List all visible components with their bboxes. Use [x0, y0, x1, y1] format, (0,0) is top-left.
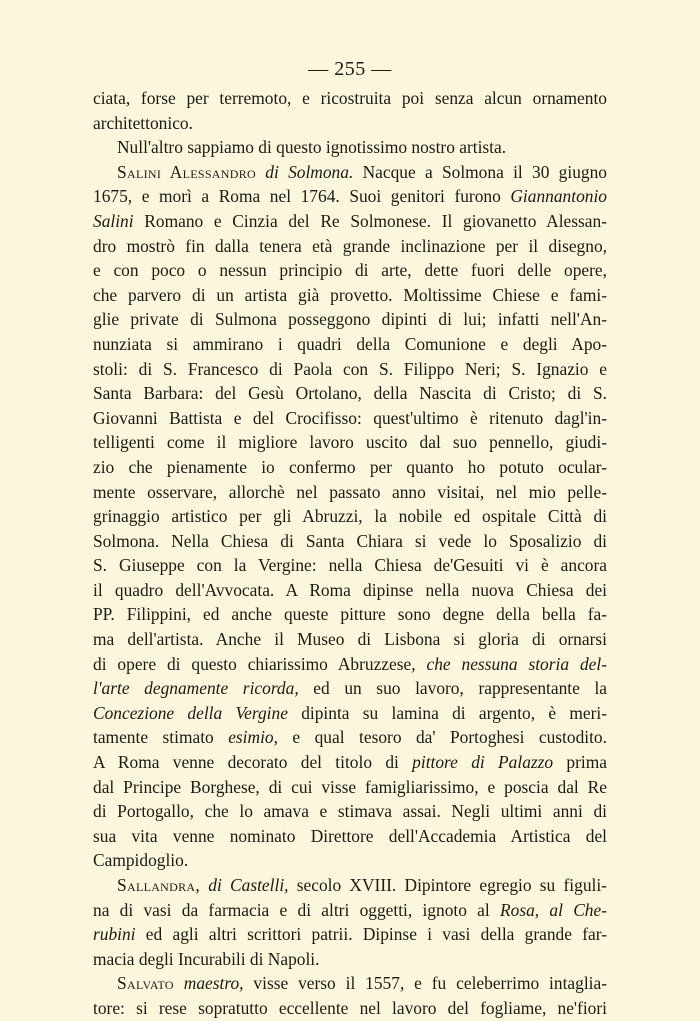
text-line [93, 86, 607, 111]
text-line [93, 652, 607, 677]
text-line [93, 357, 607, 382]
text-segment: dro mostrò fin dalla tenera età grande inclinazione per il disegno, [93, 235, 607, 256]
text-segment: dipinta su lamina di argento, è meri- [287, 702, 607, 723]
text-segment: il quadro dell'Avvocata. A Roma dipinse nella nuova Chiesa dei [93, 579, 607, 600]
text-line [93, 504, 607, 529]
text-segment: S. Giuseppe con la Vergine: nella Chiesa de'Gesuiti vi è ancora [93, 555, 607, 576]
text-line [93, 406, 607, 431]
text-line [93, 627, 607, 652]
text-segment: tore: si rese sopratutto eccellente nel lavoro del fogliame, ne'fiori [93, 997, 607, 1018]
text-segment: na di vasi da farmacia e di altri oggetti, ignoto al [93, 899, 501, 920]
text-segment: prima [553, 752, 607, 773]
text-line [93, 602, 607, 627]
italic-text: di Solmona. [265, 161, 354, 182]
text-segment: e con poco o nessun principio di arte, dette fuori delle opere, [93, 260, 607, 281]
text-line [93, 873, 607, 898]
entry-name: Sallandra, [117, 875, 201, 895]
text-segment: Null'altro sappiamo di questo ignotissimo nostro artista. [117, 137, 507, 158]
italic-text: Salini [93, 210, 134, 231]
text-segment: , e qual tesoro da' Portoghesi custodito. [273, 727, 607, 748]
text-line [93, 283, 607, 308]
text-segment: ma dell'artista. Anche il Museo di Lisbona si gloria di ornarsi [93, 629, 607, 650]
text-line [93, 775, 607, 800]
text-segment: architettonico. [93, 112, 193, 133]
text-line [93, 848, 607, 873]
text-line [93, 184, 607, 209]
text-line [93, 553, 607, 578]
text-line [93, 258, 607, 283]
text-line [93, 234, 607, 259]
text-line [93, 430, 607, 455]
italic-text: pittore di Palazzo [412, 752, 554, 773]
text-segment: tamente stimato [93, 727, 229, 748]
italic-text: che nessuna storia del- [426, 653, 607, 674]
text-segment: Santa Barbara: del Gesù Ortolano, della Nascita di Cristo; di S. [93, 383, 607, 404]
entry-name: Salini Alessandro [117, 161, 256, 182]
text-line [93, 676, 607, 701]
text-line [93, 480, 607, 505]
text-segment: secolo XVIII. Dipintore egregio su figuli- [288, 875, 607, 895]
text-line [93, 996, 607, 1021]
text-line [93, 135, 607, 160]
text-segment: A Roma venne decorato del titolo di [93, 752, 413, 773]
text-segment: ciata, forse per terremoto, e ricostruita poi senza alcun ornamento [93, 88, 607, 108]
text-segment: glie private di Sulmona posseggono dipinti di lui; infatti nell'An- [93, 309, 607, 330]
text-segment: PP. Filippini, ed anche queste pitture sono degne della bella fa- [93, 604, 607, 625]
text-line [93, 701, 607, 726]
text-segment: nunziata si ammirano i quadri della Comunione e degli Apo- [93, 333, 607, 354]
text-line [93, 750, 607, 775]
text-segment [174, 973, 184, 993]
text-segment: Solmona. Nella Chiesa di Santa Chiara si vede lo Sposalizio di [93, 530, 607, 551]
text-line [93, 111, 607, 136]
text-line [93, 578, 607, 603]
text-segment: macia degli Incurabili di Napoli. [93, 948, 320, 969]
text-segment: Romano e Cinzia del Re Solmonese. Il giovanetto Alessan- [133, 210, 607, 231]
text-segment: zio che pienamente io confermo per quanto ho potuto ocular- [93, 456, 607, 477]
text-segment: ed un suo lavoro, rappresentante la [298, 678, 607, 699]
italic-text: maestro, [183, 973, 244, 994]
text-line [93, 725, 607, 750]
text-line [93, 971, 607, 996]
body-text [93, 86, 607, 1021]
text-segment: di Portogallo, che lo amava e stimava assai. Negli ultimi anni di [93, 801, 607, 822]
text-segment: telligenti come il migliore lavoro uscito dal suo pennello, giudi- [93, 432, 607, 453]
text-line [93, 209, 607, 234]
italic-text: rubini [93, 924, 136, 945]
italic-text: l'arte degnamente ricorda, [93, 678, 299, 699]
italic-text: Rosa, al Che- [500, 899, 608, 920]
text-segment: di opere di questo chiarissimo Abruzzese, [93, 653, 427, 674]
text-segment: visse verso il 1557, e fu celeberrimo intaglia- [243, 973, 607, 994]
text-segment: dal Principe Borghese, di cui visse famigliarissimo, e poscia dal Re [93, 776, 607, 797]
page-number: — 255 — [308, 58, 392, 80]
text-line [93, 381, 607, 406]
text-line [93, 529, 607, 554]
text-segment: ed agli altri scrittori patrii. Dipinse i vasi della grande far- [135, 924, 607, 945]
text-line [93, 824, 607, 849]
text-line [93, 947, 607, 972]
text-segment: mente osservare, allorchè nel passato anno visitai, nel mio pelle- [93, 481, 607, 502]
text-line [93, 799, 607, 824]
entry-name: Salvato [117, 973, 174, 994]
italic-text: Concezione della Vergine [93, 702, 288, 723]
text-line [93, 922, 607, 947]
italic-text: esimio [228, 727, 274, 748]
text-line [93, 455, 607, 480]
text-segment: grinaggio artistico per gli Abruzzi, la nobile ed ospitale Città di [93, 506, 607, 527]
text-line [93, 898, 607, 923]
text-line [93, 332, 607, 357]
text-segment: stoli: di S. Francesco di Paola con S. Filippo Neri; S. Ignazio e [93, 358, 607, 379]
text-segment: 1675, e morì a Roma nel 1764. Suoi genitori furono [93, 186, 511, 207]
text-segment: che parvero di un artista già provetto. Moltissime Chiese e fami- [93, 284, 607, 305]
text-line [93, 307, 607, 332]
text-segment [256, 162, 265, 182]
text-segment: Giovanni Battista e del Crocifisso: quest'ultimo è ritenuto dagl'in- [93, 407, 607, 428]
text-line [93, 160, 607, 185]
text-segment: Campidoglio. [93, 850, 189, 871]
italic-text: Giannantonio [510, 186, 607, 207]
text-segment: sua vita venne nominato Direttore dell'Accademia Artistica del [93, 825, 607, 846]
italic-text: di Castelli, [208, 875, 289, 895]
text-segment: Nacque a Solmona il 30 giugno [353, 161, 607, 182]
